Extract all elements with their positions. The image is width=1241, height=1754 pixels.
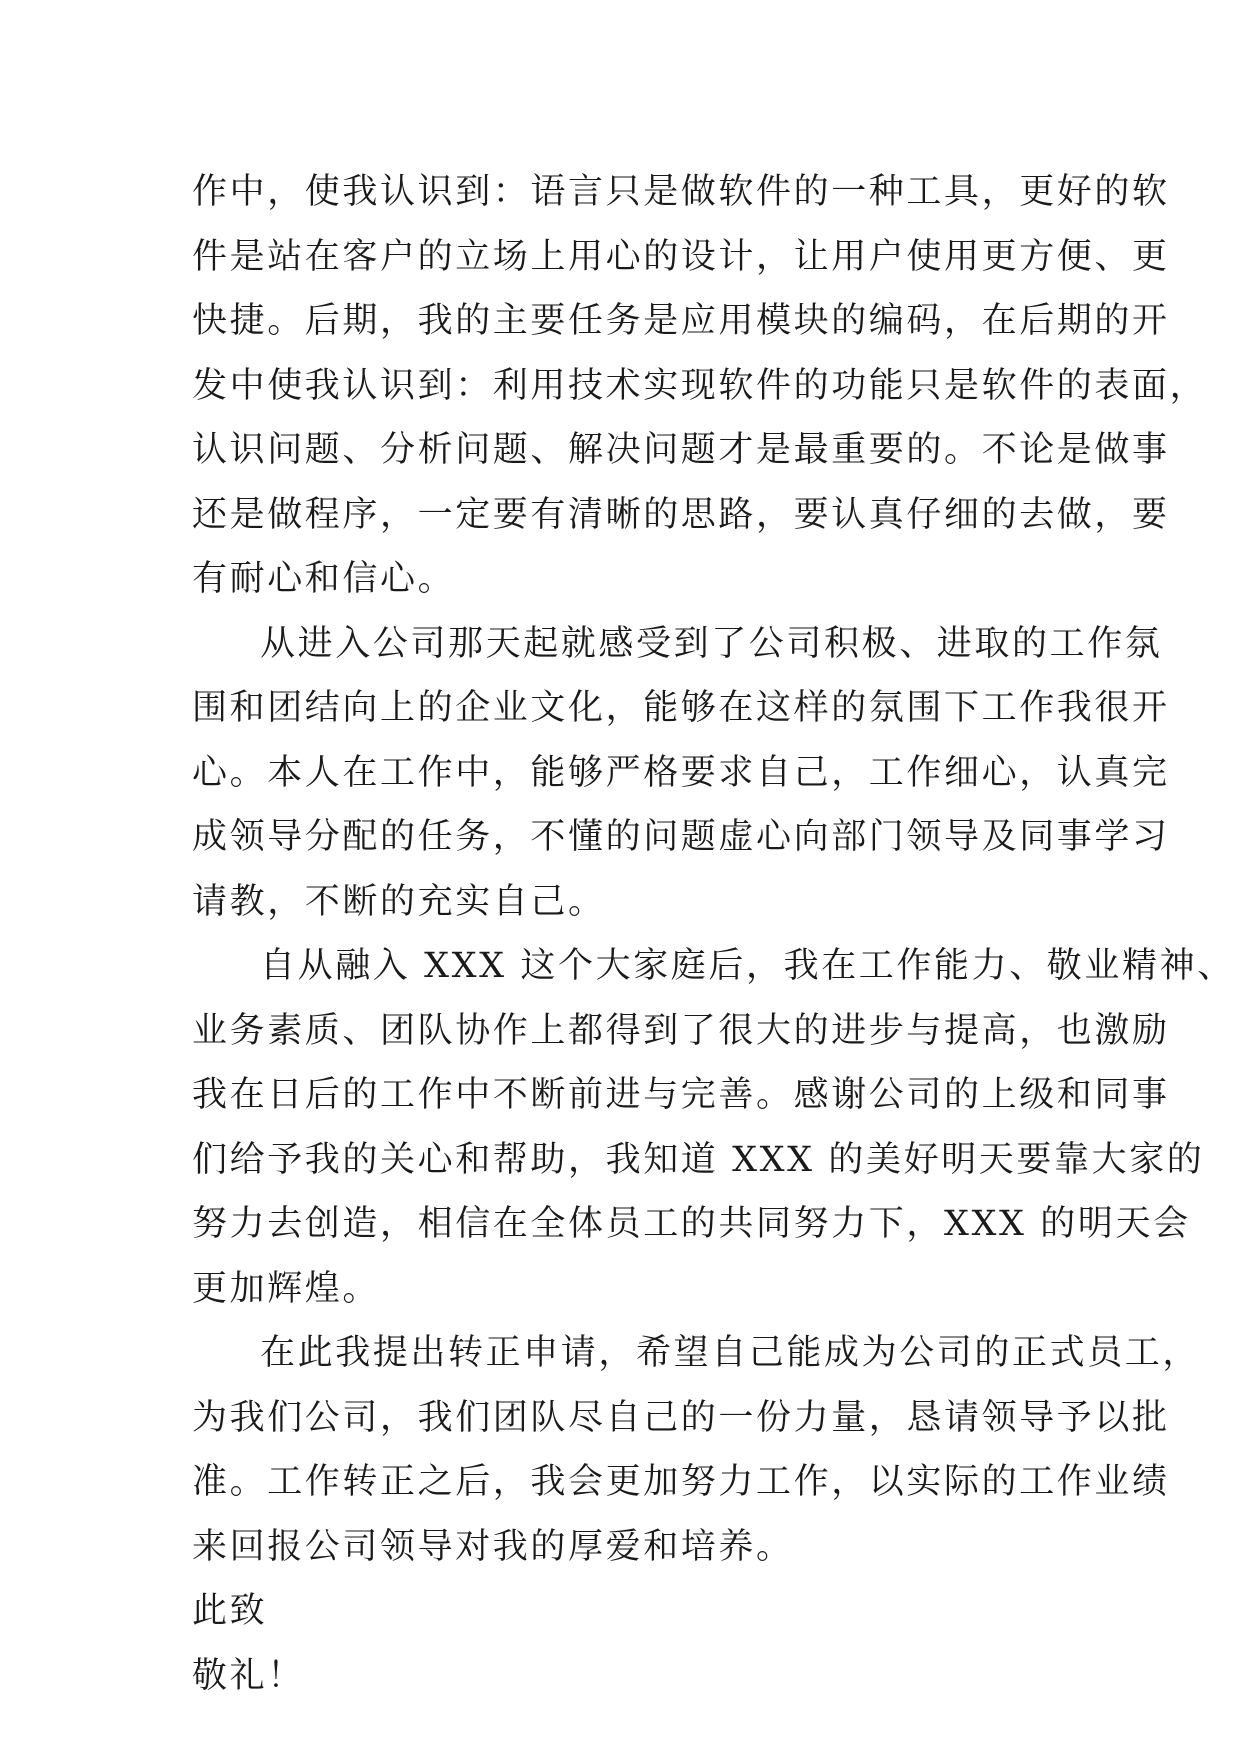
paragraph-4	[192, 1321, 1201, 1579]
paragraph-line: 自从融入 XXX 这个大家庭后，我在工作能力、敬业精神、	[260, 946, 1235, 986]
paragraph-line: 为我们公司，我们团队尽自己的一份力量，恳请领导予以批	[192, 1397, 1170, 1438]
document-body	[192, 160, 1235, 1708]
paragraph-line: 我在日后的工作中不断前进与完善。感谢公司的上级和同事	[192, 1075, 1170, 1115]
paragraph-line: 成领导分配的任务，不懂的问题虚心向部门领导及同事学习	[192, 817, 1170, 857]
paragraph-line: 认识问题、分析问题、解决问题才是最重要的。不论是做事	[192, 430, 1170, 470]
paragraph-line: 心。本人在工作中，能够严格要求自己，工作细心，认真完	[192, 752, 1170, 793]
paragraph-line: 业务素质、团队协作上都得到了很大的进步与提高，也激励	[192, 1010, 1170, 1051]
paragraph-line: 请教，不断的充实自己。	[192, 881, 606, 922]
paragraph-line: 努力去创造，相信在全体员工的共同努力下，XXX 的明天会	[192, 1204, 1191, 1244]
closing-salutation	[192, 1579, 1054, 1644]
paragraph-line: 有耐心和信心。	[192, 559, 456, 599]
paragraph-line: 来回报公司领导对我的厚爱和培养。	[192, 1526, 794, 1567]
paragraph-1	[192, 160, 1208, 612]
paragraph-line: 在此我提出转正申请，希望自己能成为公司的正式员工，	[260, 1333, 1201, 1373]
paragraph-line: 作中，使我认识到：语言只是做软件的一种工具，更好的软	[192, 172, 1170, 212]
paragraph-3	[192, 934, 1235, 1321]
closing-line: 此致	[192, 1591, 268, 1631]
paragraph-line: 还是做程序，一定要有清晰的思路，要认真仔细的去做，要	[192, 494, 1170, 535]
paragraph-line: 快捷。后期，我的主要任务是应用模块的编码，在后期的开	[192, 301, 1170, 341]
paragraph-line: 件是站在客户的立场上用心的设计，让用户使用更方便、更	[192, 236, 1170, 277]
paragraph-line: 们给予我的关心和帮助，我知道 XXX 的美好明天要靠大家的	[192, 1139, 1205, 1180]
paragraph-line: 从进入公司那天起就感受到了公司积极、进取的工作氛	[260, 623, 1163, 664]
paragraph-line: 更加辉煌。	[192, 1268, 381, 1309]
paragraph-line: 准。工作转正之后，我会更加努力工作，以实际的工作业绩	[192, 1462, 1170, 1502]
closing-line: 敬礼！	[192, 1655, 305, 1696]
paragraph-2	[192, 612, 1170, 935]
paragraph-line: 围和团结向上的企业文化，能够在这样的氛围下工作我很开	[192, 688, 1170, 728]
paragraph-line: 发中使我认识到：利用技术实现软件的功能只是软件的表面，	[192, 365, 1208, 406]
closing-regards	[192, 1644, 1054, 1709]
